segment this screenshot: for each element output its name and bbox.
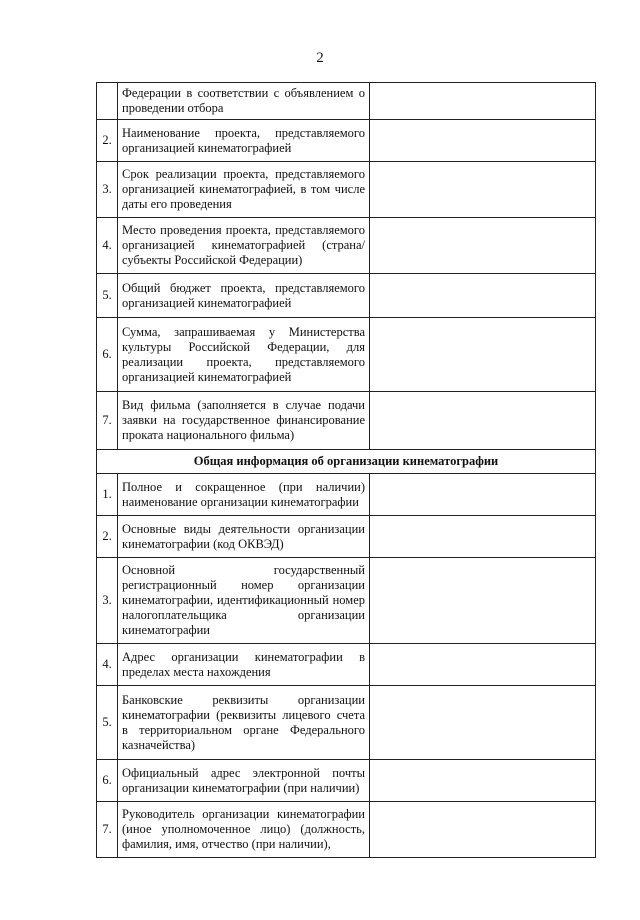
table-row <box>97 162 596 218</box>
row-label: Официальный адрес электронной почты организации кинематографии (при наличии) <box>118 760 370 802</box>
row-label: Вид фильма (заполняется в случае подачи заявки на государственное финансирование проката национального фильма) <box>118 392 370 450</box>
row-number: 6. <box>97 318 118 392</box>
row-value-cell[interactable] <box>370 83 596 120</box>
application-form-table <box>96 82 596 858</box>
row-value-cell[interactable] <box>370 318 596 392</box>
row-number: 2. <box>97 120 118 162</box>
row-number: 2. <box>97 516 118 558</box>
table-row <box>97 392 596 450</box>
section-header-row <box>97 450 596 474</box>
row-value-cell[interactable] <box>370 760 596 802</box>
row-value-cell[interactable] <box>370 558 596 644</box>
table-row <box>97 644 596 686</box>
page-number: 2 <box>316 50 324 66</box>
row-label: Банковские реквизиты организации кинематографии (реквизиты лицевого счета в территориальном органе Федерального казначейства) <box>118 686 370 760</box>
row-number: 7. <box>97 802 118 858</box>
row-number: 4. <box>97 644 118 686</box>
row-label: Срок реализации проекта, представляемого организацией кинематографией, в том числе даты его проведения <box>118 162 370 218</box>
table-row <box>97 474 596 516</box>
row-value-cell[interactable] <box>370 274 596 318</box>
row-number: 4. <box>97 218 118 274</box>
row-label: Место проведения проекта, представляемого организацией кинематографией (страна/ субъекты Российской Федерации) <box>118 218 370 274</box>
row-value-cell[interactable] <box>370 686 596 760</box>
row-label: Адрес организации кинематографии в пределах места нахождения <box>118 644 370 686</box>
row-number <box>97 83 118 120</box>
table-row <box>97 686 596 760</box>
row-value-cell[interactable] <box>370 516 596 558</box>
table-row <box>97 760 596 802</box>
table-row <box>97 120 596 162</box>
row-number: 5. <box>97 274 118 318</box>
row-label: Основной государственный регистрационный номер организации кинематографии, идентификационный номер налогоплательщика организации кинематографии <box>118 558 370 644</box>
row-value-cell[interactable] <box>370 474 596 516</box>
row-number: 3. <box>97 558 118 644</box>
table-row <box>97 274 596 318</box>
row-label: Полное и сокращенное (при наличии) наименование организации кинематографии <box>118 474 370 516</box>
row-number: 6. <box>97 760 118 802</box>
section-title: Общая информация об организации кинематографии <box>97 450 596 474</box>
row-number: 1. <box>97 474 118 516</box>
table-row <box>97 83 596 120</box>
row-value-cell[interactable] <box>370 392 596 450</box>
row-label: Сумма, запрашиваемая у Министерства культуры Российской Федерации, для реализации проекта, представляемого организацией кинематографией <box>118 318 370 392</box>
row-value-cell[interactable] <box>370 218 596 274</box>
table-row <box>97 318 596 392</box>
row-number: 3. <box>97 162 118 218</box>
row-label: Основные виды деятельности организации кинематографии (код ОКВЭД) <box>118 516 370 558</box>
row-number: 7. <box>97 392 118 450</box>
table-row <box>97 558 596 644</box>
row-value-cell[interactable] <box>370 802 596 858</box>
row-label: Руководитель организации кинематографии (иное уполномоченное лицо) (должность, фамилия, имя, отчество (при наличии), <box>118 802 370 858</box>
row-number: 5. <box>97 686 118 760</box>
row-label: Наименование проекта, представляемого организацией кинематографией <box>118 120 370 162</box>
table-row <box>97 516 596 558</box>
table-row <box>97 802 596 858</box>
row-value-cell[interactable] <box>370 162 596 218</box>
row-value-cell[interactable] <box>370 120 596 162</box>
table-row <box>97 218 596 274</box>
row-value-cell[interactable] <box>370 644 596 686</box>
row-label: Федерации в соответствии с объявлением о проведении отбора <box>118 83 370 120</box>
row-label: Общий бюджет проекта, представляемого организацией кинематографией <box>118 274 370 318</box>
